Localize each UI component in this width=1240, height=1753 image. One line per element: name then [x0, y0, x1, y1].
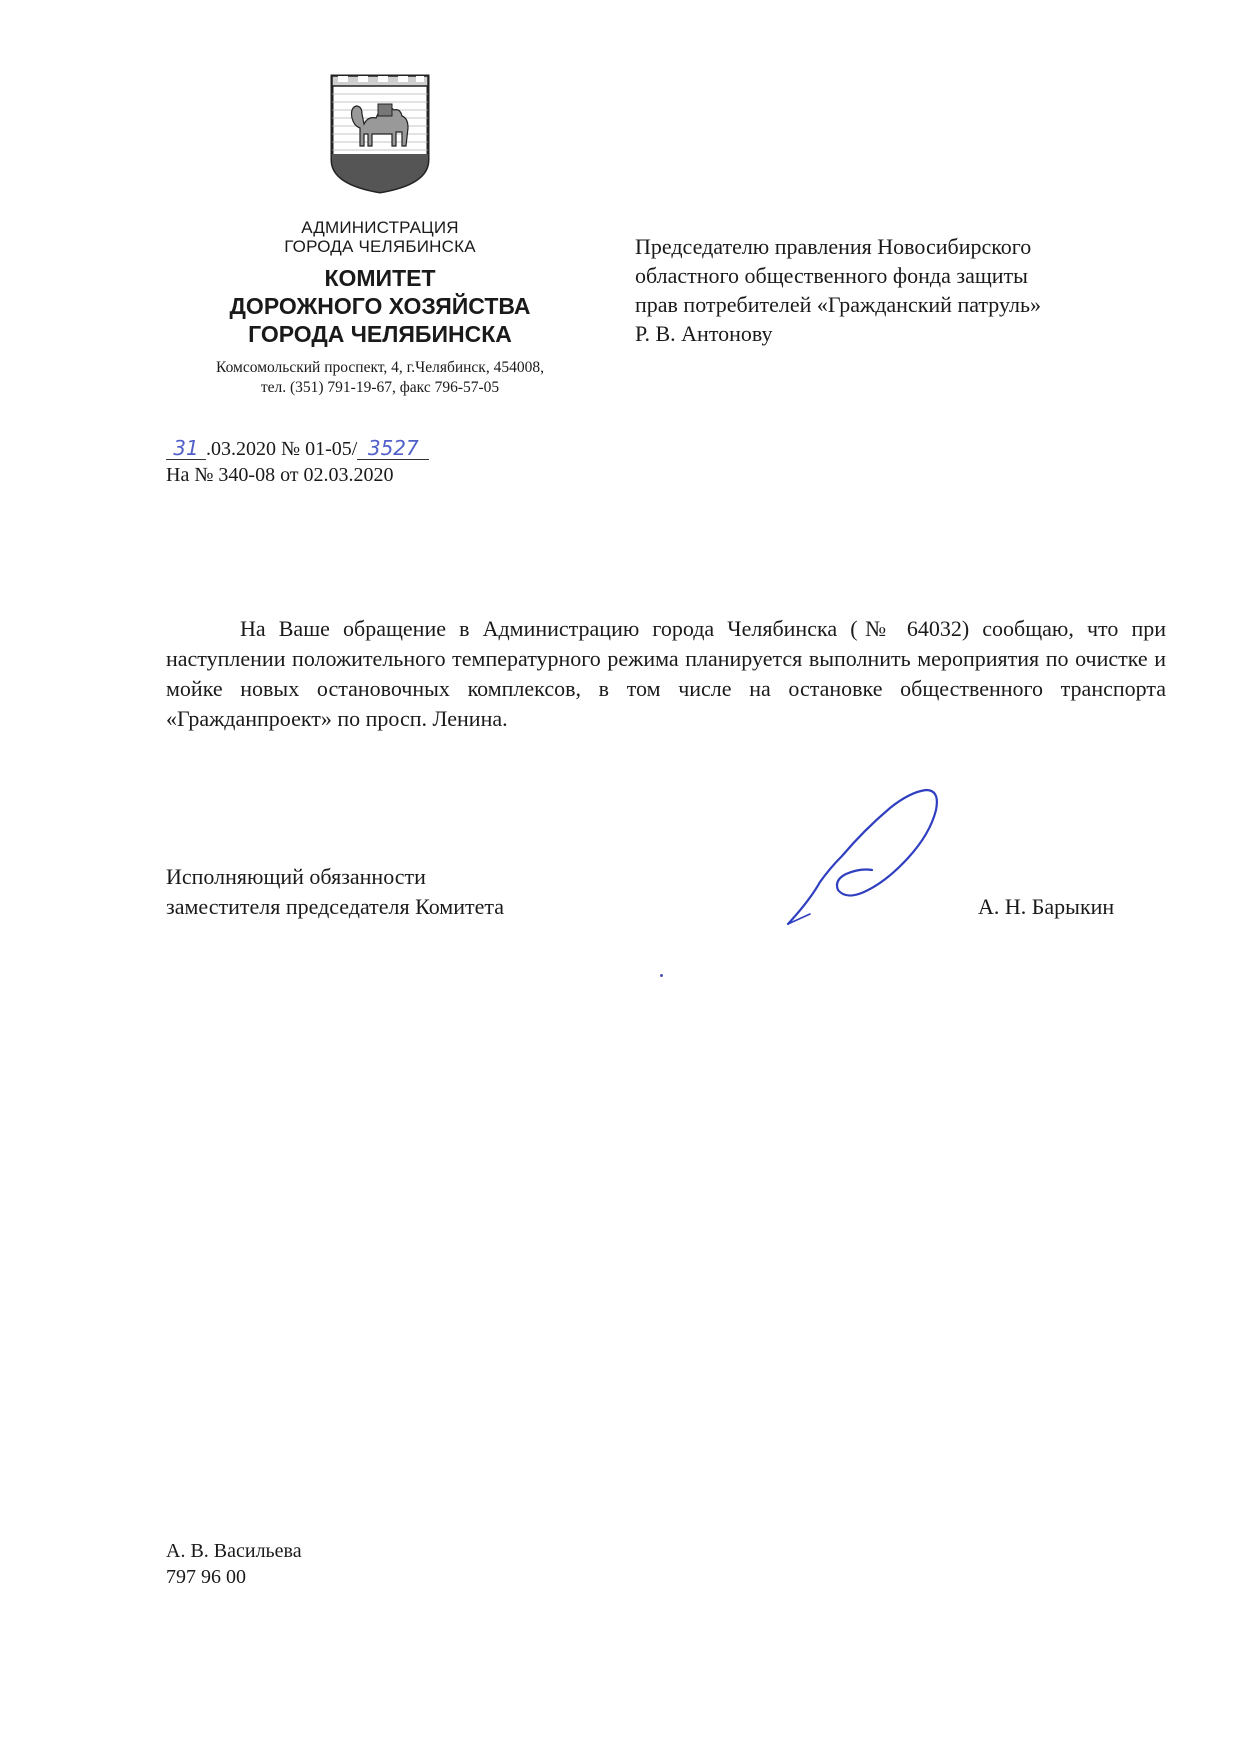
chelyabinsk-coat-of-arms-icon — [328, 72, 432, 196]
addressee-line-3: прав потребителей «Гражданский патруль» — [635, 292, 1042, 317]
committee-address — [160, 358, 600, 398]
address-line-2: тел. (351) 791-19-67, факс 796-57-05 — [260, 379, 500, 396]
committee-line-3: ГОРОДА ЧЕЛЯБИНСКА — [248, 321, 512, 347]
ink-dot — [660, 974, 663, 977]
handwritten-signature — [780, 782, 950, 932]
position-line-1: Исполняющий обязанности — [166, 864, 426, 889]
handwritten-day: 31 — [166, 437, 206, 460]
reply-to-reference: На № 340-08 от 02.03.2020 — [166, 464, 394, 486]
committee-line-1: КОМИТЕТ — [324, 265, 436, 291]
handwritten-number: 3527 — [357, 437, 429, 460]
committee-title — [160, 264, 600, 348]
addressee-line-1: Председателю правления Новосибирского — [635, 234, 1032, 259]
date-and-prefix: .03.2020 № 01-05/ — [206, 438, 358, 460]
addressee-block — [635, 232, 1155, 348]
outgoing-number — [166, 436, 429, 462]
letter-body: На Ваше обращение в Администрацию города Челябинска (№ 64032) сообщаю, что при наступлении положительного температурного режима планируется выполнить мероприятия по очистке и мойке новых остановочных комплексов, в том числе на остановке общественного транспорта «Гражданпроект» по просп. Ленина. — [166, 616, 1166, 731]
administration-title — [160, 218, 600, 256]
signatory-position — [166, 862, 504, 922]
admin-line-2: ГОРОДА ЧЕЛЯБИНСКА — [284, 237, 476, 256]
letterhead — [160, 72, 600, 398]
addressee-line-4: Р. В. Антонову — [635, 321, 773, 346]
registration-block — [166, 436, 429, 488]
committee-line-2: ДОРОЖНОГО ХОЗЯЙСТВА — [229, 293, 531, 319]
position-line-2: заместителя председателя Комитета — [166, 894, 505, 919]
executor-phone: 797 96 00 — [166, 1566, 246, 1588]
addressee-line-2: областного общественного фонда защиты — [635, 263, 1028, 288]
signatory-name: А. Н. Барыкин — [978, 894, 1115, 919]
address-line-1: Комсомольский проспект, 4, г.Челябинск, 454008, — [216, 359, 544, 376]
executor-name: А. В. Васильева — [166, 1540, 302, 1562]
admin-line-1: АДМИНИСТРАЦИЯ — [301, 218, 459, 237]
executor-block — [166, 1538, 302, 1590]
